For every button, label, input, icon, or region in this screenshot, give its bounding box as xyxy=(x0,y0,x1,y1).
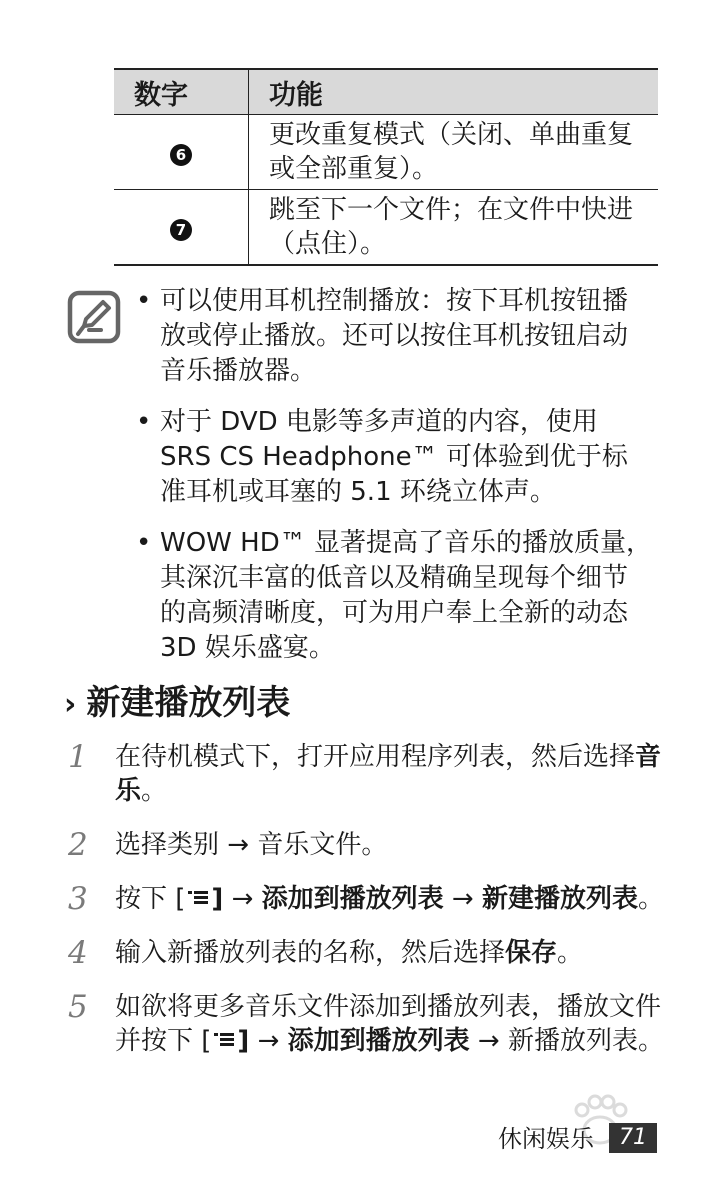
step-arrow: → xyxy=(223,884,262,914)
step-number: 2 xyxy=(68,827,88,863)
bullet: • xyxy=(136,528,152,558)
step-number: 4 xyxy=(68,935,88,971)
circled-number: 7 xyxy=(170,219,192,241)
step-item xyxy=(64,740,664,808)
bullet: • xyxy=(136,286,152,316)
step-text: 输入新播放列表的名称，然后选择 xyxy=(115,938,506,968)
chevron-right-icon: › xyxy=(64,687,77,722)
header-number: 数字 xyxy=(114,69,249,115)
step-item xyxy=(64,882,664,916)
step-text: ] xyxy=(237,1026,250,1056)
row-description: 更改重复模式（关闭、单曲重复或全部重复）。 xyxy=(249,115,659,190)
step-bold-text: 添加到播放列表 xyxy=(287,1026,470,1056)
step-bold-text: 添加到播放列表 xyxy=(261,884,444,914)
function-table xyxy=(114,68,658,266)
step-end: 。 xyxy=(141,776,168,806)
step-number: 1 xyxy=(68,739,88,775)
step-item xyxy=(64,828,664,862)
footer-section-label: 休闲娱乐 xyxy=(498,1125,594,1153)
note-item xyxy=(132,284,652,389)
section-heading xyxy=(64,680,290,728)
table-header-row xyxy=(114,69,658,115)
step-end: 。 xyxy=(638,884,665,914)
step-text: 如欲将更多音乐文件添加到播放列表，播放文件并按下 [ xyxy=(115,992,662,1056)
row-description: 跳至下一个文件；在文件中快进（点住）。 xyxy=(249,190,659,266)
menu-key-icon xyxy=(213,1032,235,1047)
step-bold-text: 音乐 xyxy=(115,742,662,806)
page-number: 71 xyxy=(609,1123,657,1153)
step-text: 选择类别 → 音乐文件。 xyxy=(115,830,388,860)
bullet: • xyxy=(136,407,152,437)
note-list xyxy=(132,284,652,682)
menu-key-icon xyxy=(187,890,209,905)
step-arrow: → xyxy=(443,884,482,914)
step-text: 在待机模式下，打开应用程序列表，然后选择 xyxy=(115,742,636,772)
steps-list xyxy=(64,740,664,1078)
step-text: 按下 [ xyxy=(115,884,186,914)
step-bold-text: 新建播放列表 xyxy=(481,884,638,914)
circled-number: 6 xyxy=(170,144,192,166)
note-item xyxy=(132,526,652,666)
note-item xyxy=(132,405,652,510)
note-text: 可以使用耳机控制播放：按下耳机按钮播放或停止播放。还可以按住耳机按钮启动音乐播放器。 xyxy=(160,286,629,386)
table-row xyxy=(114,190,658,266)
step-number: 3 xyxy=(68,881,88,917)
step-item xyxy=(64,990,664,1058)
step-end: → 新播放列表。 xyxy=(469,1026,664,1056)
step-text: ] xyxy=(211,884,224,914)
note-text: WOW HD™ 显著提高了音乐的播放质量，其深沉丰富的低音以及精确呈现每个细节的高频清晰度，可为用户奉上全新的动态 3D 娱乐盛宴。 xyxy=(160,528,652,663)
step-number: 5 xyxy=(68,989,88,1025)
note-text: 对于 DVD 电影等多声道的内容，使用 SRS CS Headphone™ 可体验到优于标准耳机或耳塞的 5.1 环绕立体声。 xyxy=(160,407,628,507)
section-title: 新建播放列表 xyxy=(86,683,291,723)
step-end: 。 xyxy=(557,938,584,968)
row-number-cell xyxy=(114,190,249,266)
step-arrow: → xyxy=(249,1026,288,1056)
step-bold-text: 保存 xyxy=(505,938,558,968)
step-item xyxy=(64,936,664,970)
row-number-cell xyxy=(114,115,249,190)
table-row xyxy=(114,115,658,190)
header-function: 功能 xyxy=(249,69,659,115)
note-pencil-icon xyxy=(67,290,121,344)
